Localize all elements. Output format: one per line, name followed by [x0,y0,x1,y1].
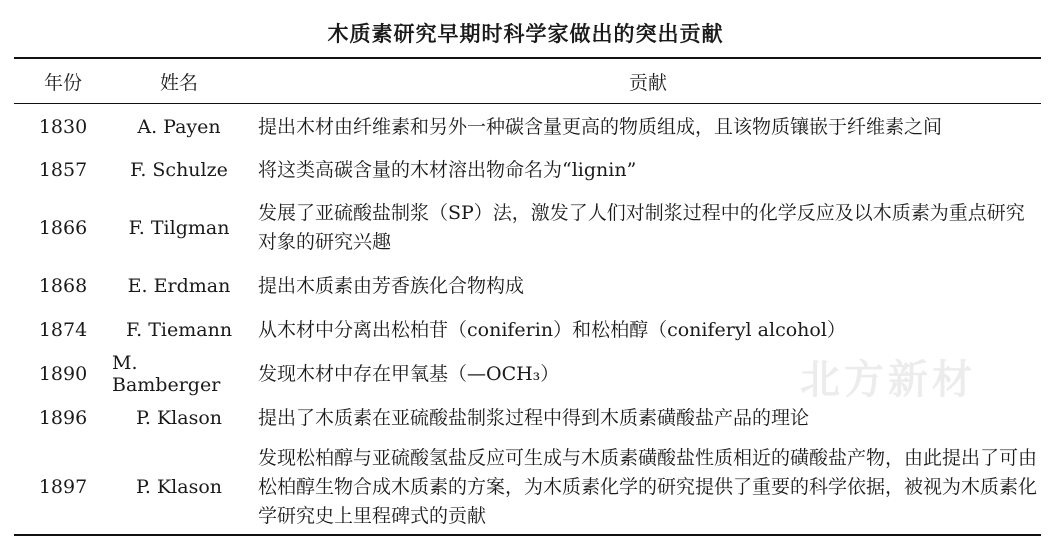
table-header [14,62,1041,100]
row-name: E. Erdman [127,275,231,297]
row-name: F. Tilgman [128,217,230,239]
header-year: 年份 [43,71,82,94]
row-name: A. Payen [137,116,221,138]
row-year: 1896 [38,407,88,429]
table-row [14,148,1041,192]
row-contribution: 从木材中分离出松柏苷（coniferin）和松柏醇（coniferyl alcohol） [258,318,846,341]
header-name: 姓名 [159,71,198,94]
row-contribution: 提出了木质素在亚硫酸盐制浆过程中得到木质素磺酸盐产品的理论 [258,406,810,429]
table-row [14,264,1041,308]
row-contribution: 提出木质素由芳香族化合物构成 [258,274,525,297]
table-row [14,352,1041,396]
row-name: P. Klason [135,407,223,429]
row-contribution: 发现松柏醇与亚硫酸氢盐反应可生成与木质素磺酸盐性质相近的磺酸盐产物，由此提出了可由松柏醇生物合成木质素的方案，为木质素化学的研究提供了重要的科学依据，被视为木质素化学研究史上里程碑式的贡献 [258,446,1038,527]
table-title: 木质素研究早期时科学家做出的突出贡献 [327,22,724,46]
table-row [14,106,1041,148]
top-rule [14,57,1041,59]
table-row [14,440,1041,534]
table-row [14,308,1041,352]
row-name: M. Bamberger [112,352,221,396]
header-rule [14,103,1041,104]
row-contribution: 发展了亚硫酸盐制浆（SP）法，激发了人们对制浆过程中的化学反应及以木质素为重点研究对象的研究兴趣 [258,202,1025,253]
watermark-logo: 北方新材 [800,357,976,403]
row-year: 1897 [38,476,88,498]
row-contribution: 将这类高碳含量的木材溶出物命名为“lignin” [258,158,637,181]
row-contribution: 发现木材中存在甲氧基（—OCH₃） [258,362,560,385]
header-contribution: 贡献 [628,71,667,94]
row-year: 1874 [38,319,88,341]
row-name: P. Klason [135,476,223,498]
bottom-rule [14,534,1041,536]
row-name: F. Schulze [130,159,228,181]
table-row [14,192,1041,264]
table-row [14,396,1041,440]
row-contribution: 提出木材由纤维素和另外一种碳含量更高的物质组成，且该物质镶嵌于纤维素之间 [258,115,943,138]
row-year: 1866 [38,217,88,239]
row-year: 1868 [38,275,88,297]
row-year: 1830 [38,116,88,138]
row-name: F. Tiemann [125,319,233,341]
row-year: 1890 [38,363,88,385]
row-year: 1857 [38,159,88,181]
